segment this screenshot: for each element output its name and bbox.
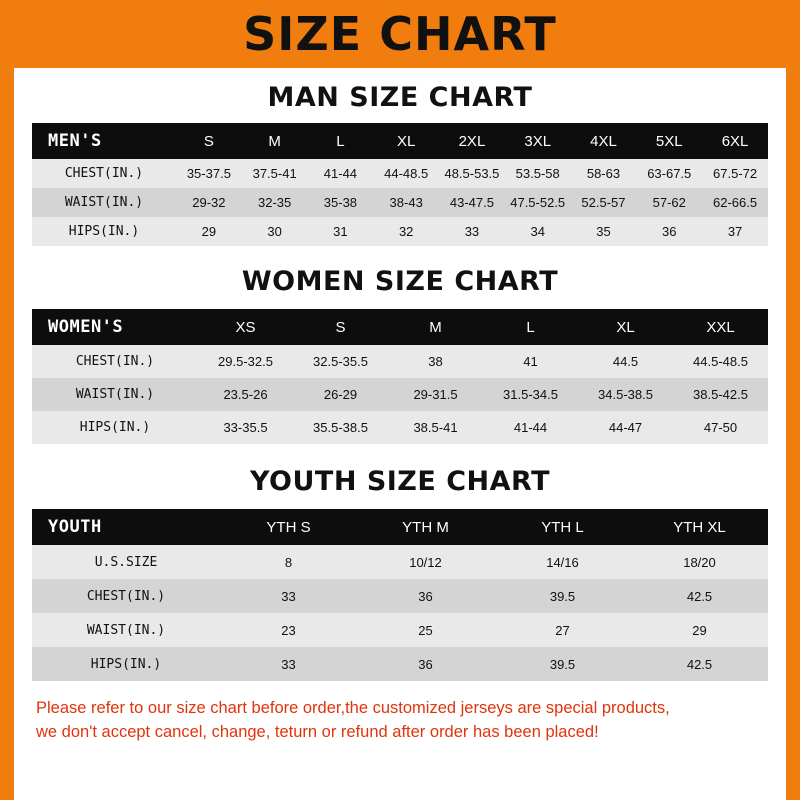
table-cell: 41 [483, 345, 578, 378]
table-cell: 34 [505, 217, 571, 246]
table-cell: 47-50 [673, 411, 768, 444]
youth-col-xl: YTH XL [631, 509, 768, 545]
order-notice-line-2: we don't accept cancel, change, teturn or refund after order has been placed! [36, 722, 599, 741]
table-cell: 38-43 [373, 188, 439, 217]
table-cell: 32-35 [242, 188, 308, 217]
table-cell: 43-47.5 [439, 188, 505, 217]
table-row [32, 579, 768, 613]
table-cell: 58-63 [571, 159, 637, 188]
table-cell: 29 [176, 217, 242, 246]
table-cell: 29-32 [176, 188, 242, 217]
women-table-body [32, 345, 768, 444]
men-row-label-waist: WAIST(IN.) [32, 188, 176, 217]
men-col-m: M [242, 123, 308, 159]
table-cell: 44-48.5 [373, 159, 439, 188]
table-row [32, 647, 768, 681]
table-cell: 36 [357, 579, 494, 613]
table-cell: 37 [702, 217, 768, 246]
youth-row-label-ussize: U.S.SIZE [32, 545, 220, 579]
table-cell: 31 [308, 217, 374, 246]
table-cell: 36 [357, 647, 494, 681]
table-cell: 29 [631, 613, 768, 647]
table-row [32, 345, 768, 378]
youth-row-label-waist: WAIST(IN.) [32, 613, 220, 647]
men-col-5xl: 5XL [636, 123, 702, 159]
table-cell: 33 [439, 217, 505, 246]
table-row [32, 545, 768, 579]
men-row-label-chest: CHEST(IN.) [32, 159, 176, 188]
table-cell: 62-66.5 [702, 188, 768, 217]
women-col-xl: XL [578, 309, 673, 345]
table-cell: 10/12 [357, 545, 494, 579]
table-cell: 29-31.5 [388, 378, 483, 411]
table-cell: 32 [373, 217, 439, 246]
table-cell: 35-37.5 [176, 159, 242, 188]
youth-col-l: YTH L [494, 509, 631, 545]
table-cell: 42.5 [631, 579, 768, 613]
men-col-s: S [176, 123, 242, 159]
youth-corner-label: YOUTH [32, 509, 220, 545]
table-cell: 29.5-32.5 [198, 345, 293, 378]
table-cell: 35 [571, 217, 637, 246]
table-cell: 52.5-57 [571, 188, 637, 217]
men-col-3xl: 3XL [505, 123, 571, 159]
men-size-table [32, 123, 768, 246]
content [14, 82, 786, 745]
table-cell: 14/16 [494, 545, 631, 579]
men-col-l: L [308, 123, 374, 159]
table-cell: 33 [220, 579, 357, 613]
men-section-title: MAN SIZE CHART [267, 82, 533, 113]
women-col-m: M [388, 309, 483, 345]
table-cell: 39.5 [494, 647, 631, 681]
men-col-4xl: 4XL [571, 123, 637, 159]
women-row-label-waist: WAIST(IN.) [32, 378, 198, 411]
table-row [32, 188, 768, 217]
youth-col-m: YTH M [357, 509, 494, 545]
women-col-xs: XS [198, 309, 293, 345]
table-cell: 33 [220, 647, 357, 681]
women-row-label-chest: CHEST(IN.) [32, 345, 198, 378]
table-cell: 27 [494, 613, 631, 647]
youth-row-label-hips: HIPS(IN.) [32, 647, 220, 681]
table-cell: 35.5-38.5 [293, 411, 388, 444]
table-cell: 63-67.5 [636, 159, 702, 188]
table-cell: 23.5-26 [198, 378, 293, 411]
table-cell: 36 [636, 217, 702, 246]
women-col-s: S [293, 309, 388, 345]
men-corner-label: MEN'S [32, 123, 176, 159]
table-cell: 38.5-42.5 [673, 378, 768, 411]
order-notice [32, 697, 768, 745]
women-size-table [32, 309, 768, 444]
youth-row-label-chest: CHEST(IN.) [32, 579, 220, 613]
women-row-label-hips: HIPS(IN.) [32, 411, 198, 444]
men-col-6xl: 6XL [702, 123, 768, 159]
page-title: SIZE CHART [243, 7, 557, 61]
table-cell: 33-35.5 [198, 411, 293, 444]
youth-table-body [32, 545, 768, 681]
table-row [32, 613, 768, 647]
youth-col-s: YTH S [220, 509, 357, 545]
table-cell: 35-38 [308, 188, 374, 217]
table-cell: 34.5-38.5 [578, 378, 673, 411]
table-header-row [32, 509, 768, 545]
table-cell: 67.5-72 [702, 159, 768, 188]
table-cell: 39.5 [494, 579, 631, 613]
table-cell: 38.5-41 [388, 411, 483, 444]
table-cell: 25 [357, 613, 494, 647]
table-row [32, 159, 768, 188]
table-header-row [32, 309, 768, 345]
table-cell: 44.5 [578, 345, 673, 378]
table-cell: 44.5-48.5 [673, 345, 768, 378]
women-col-l: L [483, 309, 578, 345]
table-row [32, 411, 768, 444]
men-row-label-hips: HIPS(IN.) [32, 217, 176, 246]
table-cell: 47.5-52.5 [505, 188, 571, 217]
banner [0, 0, 800, 68]
table-row [32, 378, 768, 411]
table-cell: 30 [242, 217, 308, 246]
order-notice-line-1: Please refer to our size chart before order,the customized jerseys are special products, [36, 699, 670, 717]
women-table-header [32, 309, 768, 345]
women-section-title: WOMEN SIZE CHART [241, 266, 559, 297]
youth-size-table [32, 509, 768, 681]
table-row [32, 217, 768, 246]
women-col-xxl: XXL [673, 309, 768, 345]
table-cell: 31.5-34.5 [483, 378, 578, 411]
table-cell: 8 [220, 545, 357, 579]
table-cell: 37.5-41 [242, 159, 308, 188]
table-header-row [32, 123, 768, 159]
men-table-header [32, 123, 768, 159]
youth-table-header [32, 509, 768, 545]
table-cell: 48.5-53.5 [439, 159, 505, 188]
table-cell: 26-29 [293, 378, 388, 411]
table-cell: 41-44 [308, 159, 374, 188]
table-cell: 42.5 [631, 647, 768, 681]
table-cell: 38 [388, 345, 483, 378]
table-cell: 57-62 [636, 188, 702, 217]
table-cell: 44-47 [578, 411, 673, 444]
youth-section-title: YOUTH SIZE CHART [249, 466, 551, 497]
table-cell: 53.5-58 [505, 159, 571, 188]
table-cell: 18/20 [631, 545, 768, 579]
men-col-xl: XL [373, 123, 439, 159]
men-table-body [32, 159, 768, 246]
table-cell: 41-44 [483, 411, 578, 444]
table-cell: 23 [220, 613, 357, 647]
women-corner-label: WOMEN'S [32, 309, 198, 345]
table-cell: 32.5-35.5 [293, 345, 388, 378]
men-col-2xl: 2XL [439, 123, 505, 159]
